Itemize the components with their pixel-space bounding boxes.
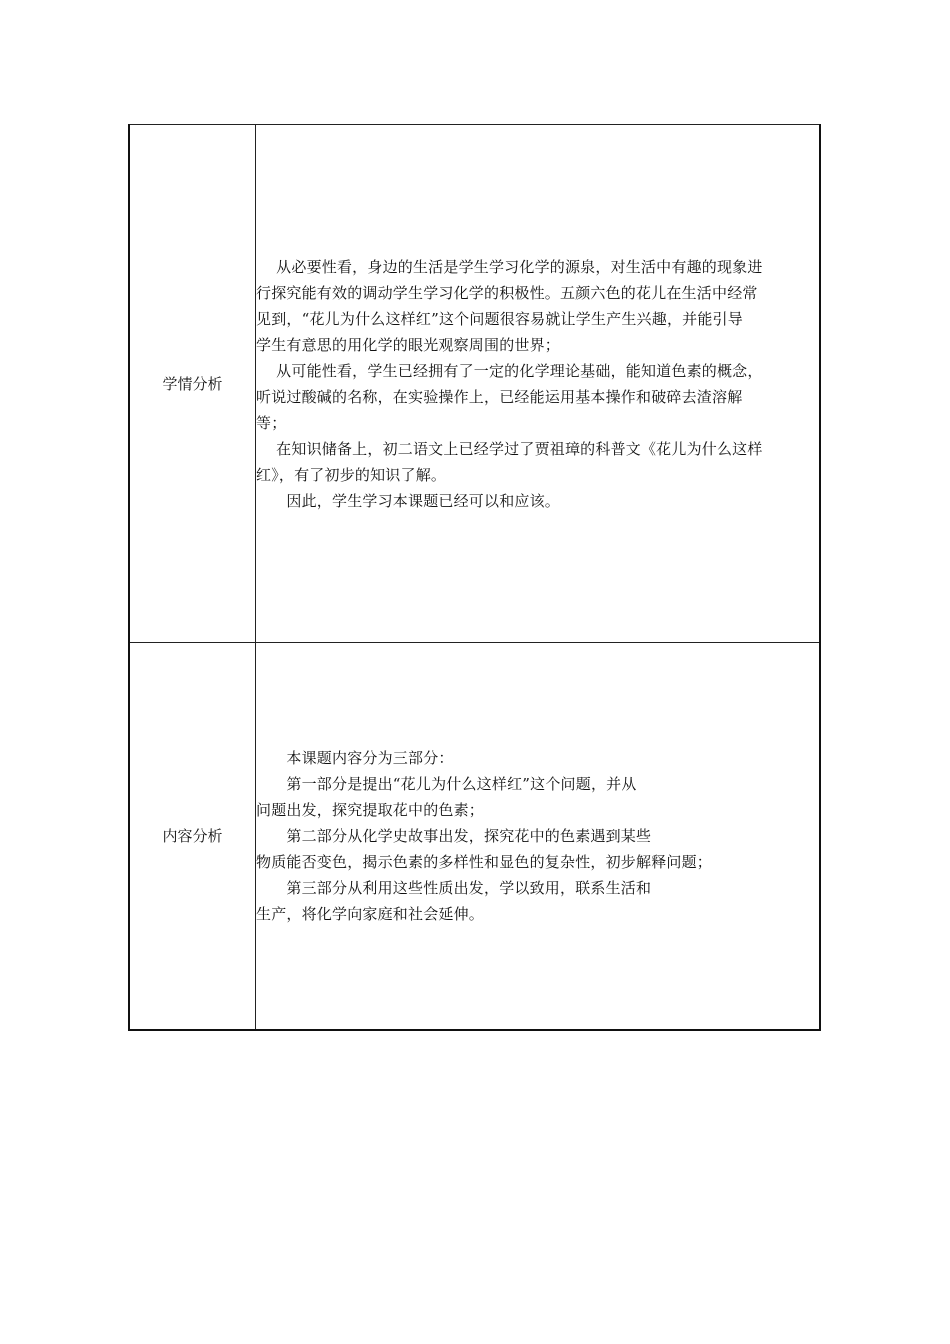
text-line: 本课题内容分为三部分：	[256, 748, 454, 767]
row-label-content-analysis: 内容分析	[129, 643, 256, 1030]
content-analysis-content	[256, 643, 821, 1030]
text-line: 等；	[256, 413, 287, 432]
student-analysis-content	[256, 125, 821, 643]
text-line: 问题出发，探究提取花中的色素；	[256, 800, 485, 819]
text-line: 第二部分从化学史故事出发，探究花中的色素遇到某些	[256, 826, 652, 845]
text-line: 从可能性看，学生已经拥有了一定的化学理论基础，能知道色素的概念，	[256, 361, 763, 380]
text-line: 听说过酸碱的名称，在实验操作上，已经能运用基本操作和破碎去渣溶解	[256, 387, 743, 406]
row-label-student-analysis: 学情分析	[129, 125, 256, 643]
text-line: 物质能否变色，揭示色素的多样性和显色的复杂性，初步解释问题；	[256, 852, 713, 871]
text-line: 在知识储备上，初二语文上已经学过了贾祖璋的科普文《花儿为什么这样	[256, 439, 763, 458]
text-line: 第一部分是提出“花儿为什么这样红”这个问题，并从	[256, 774, 637, 793]
text-line: 学生有意思的用化学的眼光观察周围的世界；	[256, 335, 561, 354]
text-line: 行探究能有效的调动学生学习化学的积极性。五颜六色的花儿在生活中经常	[256, 283, 758, 302]
text-line: 见到，“花儿为什么这样红”这个问题很容易就让学生产生兴趣，并能引导	[256, 309, 743, 328]
text-line: 红》，有了初步的知识了解。	[256, 465, 447, 484]
table-row	[129, 643, 820, 1030]
text-line: 从必要性看，身边的生活是学生学习化学的源泉，对生活中有趣的现象进	[256, 257, 763, 276]
text-line: 第三部分从利用这些性质出发，学以致用，联系生活和	[256, 878, 652, 897]
text-line: 生产，将化学向家庭和社会延伸。	[256, 904, 485, 923]
text-line: 因此，学生学习本课题已经可以和应该。	[256, 491, 561, 510]
lesson-analysis-table	[128, 124, 821, 1031]
table-row	[129, 125, 820, 643]
